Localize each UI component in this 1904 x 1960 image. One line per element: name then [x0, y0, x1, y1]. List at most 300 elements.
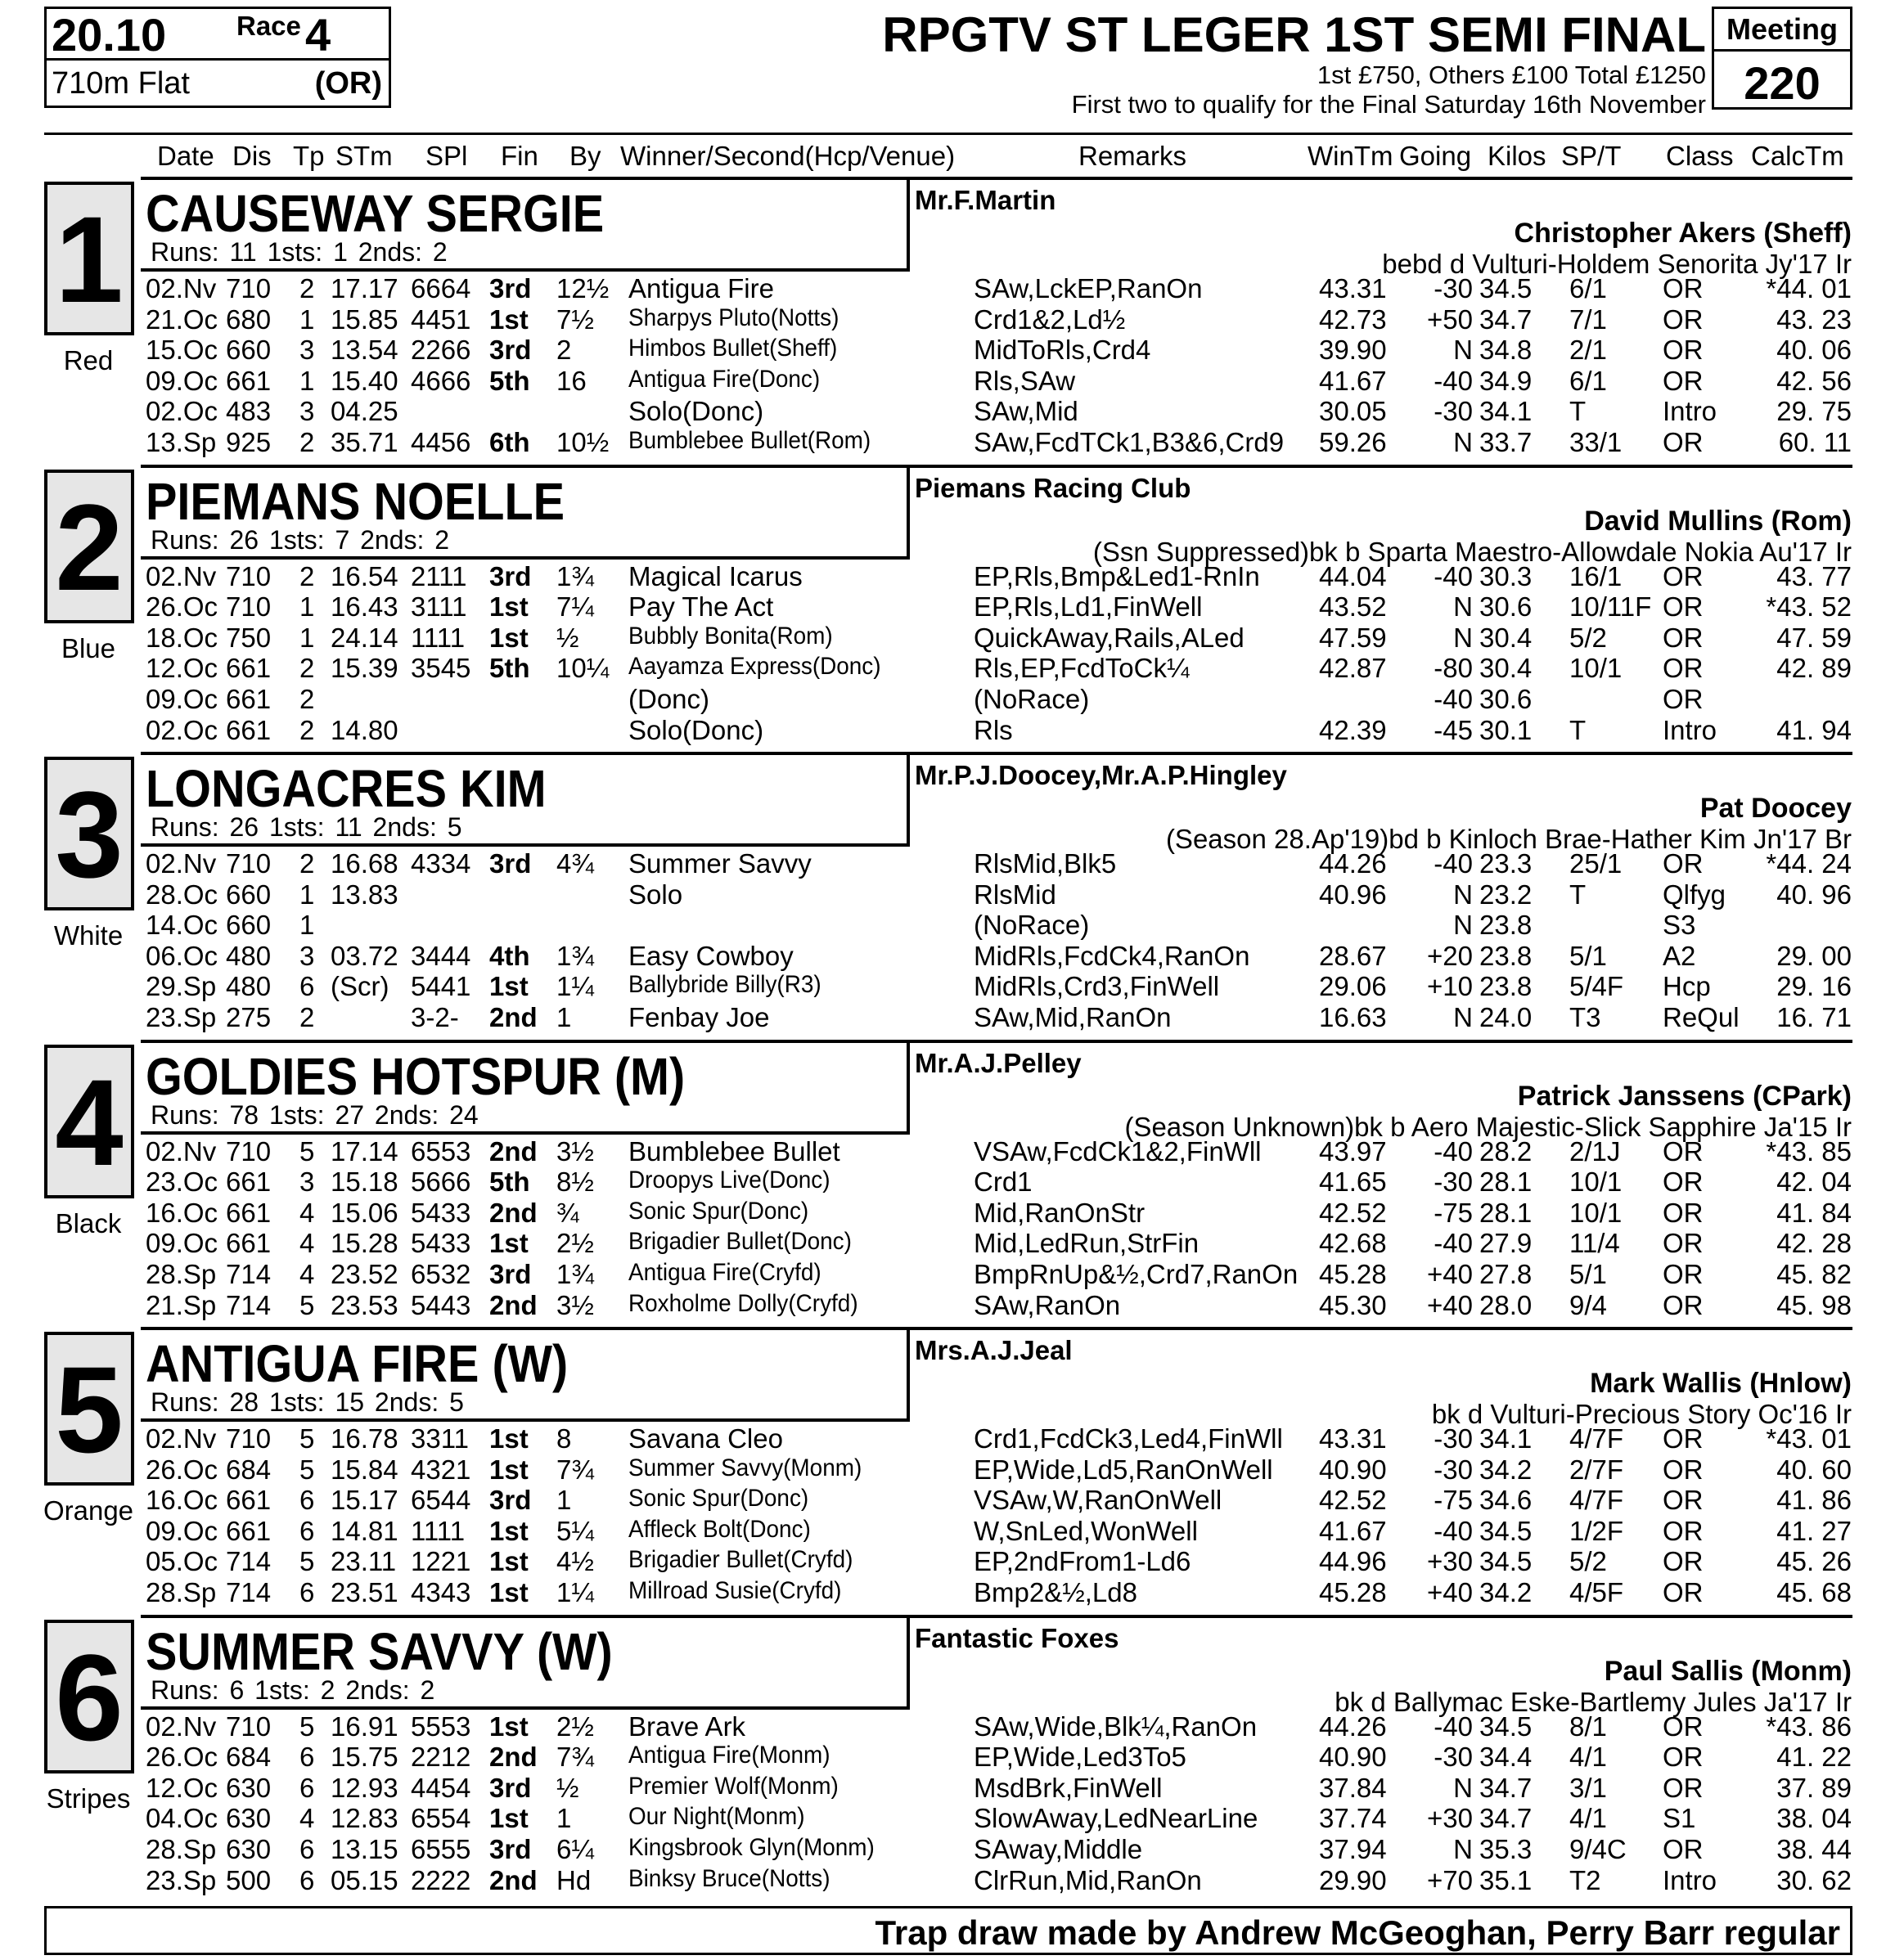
- form-fin: 2nd: [489, 1197, 538, 1228]
- form-fin: 4th: [489, 940, 530, 971]
- form-remarks: Crd1,FcdCk3,Led4,FinWll: [974, 1423, 1283, 1454]
- form-date: 26.Oc: [146, 1454, 218, 1485]
- form-winner: Magical Icarus: [628, 560, 803, 591]
- form-row: [0, 1577, 1904, 1608]
- form-spl: 5666: [411, 1167, 471, 1198]
- form-class: Qlfyg: [1663, 879, 1726, 910]
- form-sp: 6/1: [1569, 273, 1607, 303]
- form-spl: 4666: [411, 365, 471, 396]
- form-winner: Pay The Act: [628, 591, 774, 623]
- form-calctm: 16. 71: [1776, 1002, 1852, 1032]
- form-row: [0, 1454, 1904, 1486]
- form-winner: Summer Savvy: [628, 848, 812, 879]
- form-row: [0, 848, 1904, 879]
- form-sp: 9/4C: [1569, 1833, 1627, 1864]
- race-number: 4: [305, 9, 331, 61]
- form-remarks: Mid,RanOnStr: [974, 1197, 1146, 1228]
- form-fin: 3rd: [489, 335, 532, 366]
- form-date: 18.Oc: [146, 622, 218, 653]
- dog-breeding: bk d Vulturi-Precious Story Oc'16 Ir: [1431, 1399, 1852, 1429]
- runner-block: [0, 1327, 1904, 1615]
- dog-name-box: [141, 178, 910, 272]
- form-by: ½: [556, 1772, 579, 1803]
- form-wintm: 29.06: [1319, 971, 1387, 1002]
- form-winner: Affleck Bolt(Donc): [628, 1515, 811, 1543]
- form-calctm: *43. 85: [1766, 1135, 1852, 1167]
- dog-owner: Mrs.A.J.Jeal: [915, 1335, 1073, 1365]
- form-row: [0, 1803, 1904, 1834]
- form-sp: 10/11F: [1569, 591, 1652, 623]
- form-remarks: Bmp2&½,Ld8: [974, 1577, 1137, 1607]
- form-sp: 2/1: [1569, 335, 1607, 366]
- form-wintm: 47.59: [1319, 622, 1387, 653]
- form-sp: 5/4F: [1569, 971, 1624, 1002]
- form-row: [0, 1259, 1904, 1290]
- col-sp: SP/T: [1561, 141, 1622, 171]
- form-fin: 3rd: [489, 1833, 532, 1864]
- form-date: 28.Sp: [146, 1258, 217, 1289]
- form-stm: 13.83: [331, 879, 398, 910]
- form-kilos: 28.2: [1479, 1135, 1533, 1167]
- form-remarks: EP,Wide,Ld5,RanOnWell: [974, 1454, 1273, 1485]
- form-spl: 3311: [411, 1423, 469, 1454]
- form-row: [0, 684, 1904, 715]
- form-stm: 16.78: [331, 1423, 398, 1454]
- form-by: 1: [556, 1803, 572, 1834]
- form-row: [0, 1773, 1904, 1804]
- form-calctm: 45. 26: [1776, 1546, 1852, 1577]
- meeting-number: 220: [1744, 57, 1821, 109]
- form-date: 29.Sp: [146, 971, 217, 1002]
- form-calctm: 41. 22: [1776, 1742, 1852, 1773]
- form-date: 21.Sp: [146, 1289, 217, 1320]
- form-kilos: 34.7: [1479, 303, 1533, 335]
- form-winner: Solo(Donc): [628, 714, 764, 745]
- form-wintm: 43.31: [1319, 273, 1387, 303]
- form-going: +50: [1427, 303, 1473, 335]
- form-going: -30: [1434, 273, 1473, 303]
- form-by: ½: [556, 622, 579, 653]
- form-class: OR: [1663, 1135, 1704, 1167]
- form-going: -80: [1434, 653, 1473, 684]
- form-class: OR: [1663, 1772, 1704, 1803]
- form-class: OR: [1663, 683, 1704, 714]
- form-spl: 2111: [411, 560, 467, 591]
- col-tp: Tp: [293, 141, 325, 171]
- runner-block: [0, 1040, 1904, 1328]
- dog-stats: Runs: 6 1sts: 2 2nds: 2: [151, 1675, 435, 1705]
- form-wintm: 42.73: [1319, 303, 1387, 335]
- form-winner: Kingsbrook Glyn(Monm): [628, 1833, 875, 1861]
- form-remarks: MidRls,Crd3,FinWell: [974, 971, 1220, 1002]
- form-by: 3½: [556, 1135, 594, 1167]
- form-tp: 3: [299, 1167, 315, 1198]
- form-date: 09.Oc: [146, 1515, 218, 1546]
- form-dis: 661: [226, 1485, 272, 1516]
- form-tp: 6: [299, 1485, 315, 1516]
- form-tp: 5: [299, 1546, 315, 1577]
- form-sp: 16/1: [1569, 560, 1623, 591]
- form-winner: Himbos Bullet(Sheff): [628, 335, 838, 362]
- form-sp: 5/1: [1569, 1258, 1607, 1289]
- form-calctm: 38. 04: [1776, 1803, 1852, 1834]
- form-kilos: 30.3: [1479, 560, 1533, 591]
- form-wintm: 44.96: [1319, 1546, 1387, 1577]
- form-dis: 480: [226, 971, 272, 1002]
- form-spl: 3111: [411, 591, 467, 623]
- form-going: -40: [1434, 560, 1473, 591]
- dog-name-box: [141, 1616, 910, 1710]
- form-date: 02.Oc: [146, 396, 218, 427]
- form-spl: 2222: [411, 1864, 471, 1895]
- form-date: 28.Sp: [146, 1833, 217, 1864]
- form-stm: 35.71: [331, 427, 398, 457]
- form-sp: 9/4: [1569, 1289, 1607, 1320]
- form-date: 23.Sp: [146, 1864, 217, 1895]
- form-kilos: 34.1: [1479, 396, 1533, 427]
- form-stm: 15.75: [331, 1742, 398, 1773]
- form-going: -40: [1434, 365, 1473, 396]
- form-tp: 2: [299, 560, 315, 591]
- form-class: OR: [1663, 1258, 1704, 1289]
- form-wintm: 43.97: [1319, 1135, 1387, 1167]
- dog-name: PIEMANS NOELLE: [146, 471, 565, 531]
- form-kilos: 34.7: [1479, 1772, 1533, 1803]
- form-fin: 3rd: [489, 560, 532, 591]
- form-row: [0, 1516, 1904, 1547]
- form-calctm: 40. 06: [1776, 335, 1852, 366]
- form-dis: 630: [226, 1772, 272, 1803]
- col-stm: STm: [335, 141, 393, 171]
- form-kilos: 30.6: [1479, 591, 1533, 623]
- form-tp: 3: [299, 940, 315, 971]
- dog-name-box: [141, 753, 910, 847]
- form-stm: (Scr): [331, 971, 389, 1002]
- col-going: Going: [1399, 141, 1472, 171]
- form-tp: 2: [299, 683, 315, 714]
- form-stm: 17.14: [331, 1135, 398, 1167]
- form-fin: 2nd: [489, 1864, 538, 1895]
- form-tp: 1: [299, 365, 315, 396]
- form-sp: 5/2: [1569, 622, 1607, 653]
- form-calctm: 41. 84: [1776, 1197, 1852, 1228]
- form-remarks: SAw,RanOn: [974, 1289, 1121, 1320]
- form-calctm: 30. 62: [1776, 1864, 1852, 1895]
- form-dis: 925: [226, 427, 272, 457]
- form-sp: 4/7F: [1569, 1485, 1624, 1516]
- form-date: 23.Oc: [146, 1167, 218, 1198]
- form-fin: 1st: [489, 1546, 529, 1577]
- trap-number: 3: [55, 766, 124, 903]
- form-calctm: 41. 94: [1776, 714, 1852, 745]
- form-wintm: 45.28: [1319, 1258, 1387, 1289]
- form-calctm: 38. 44: [1776, 1833, 1852, 1864]
- form-wintm: 29.90: [1319, 1864, 1387, 1895]
- form-fin: 3rd: [489, 1485, 532, 1516]
- form-fin: 3rd: [489, 1772, 532, 1803]
- form-date: 02.Nv: [146, 1135, 217, 1167]
- form-going: -75: [1434, 1197, 1473, 1228]
- dog-breeding: bk d Ballymac Eske-Bartlemy Jules Ja'17 Ir: [1335, 1686, 1852, 1717]
- form-sp: 33/1: [1569, 427, 1623, 457]
- form-spl: 1221: [411, 1546, 471, 1577]
- dog-trainer: Pat Doocey: [1699, 793, 1852, 824]
- form-by: ¾: [556, 1197, 579, 1228]
- form-going: -40: [1434, 848, 1473, 879]
- form-stm: 24.14: [331, 622, 398, 653]
- col-dis: Dis: [232, 141, 272, 171]
- form-fin: 1st: [489, 971, 529, 1002]
- form-wintm: 42.87: [1319, 653, 1387, 684]
- form-kilos: 34.2: [1479, 1577, 1533, 1607]
- form-class: OR: [1663, 1577, 1704, 1607]
- form-winner: Sonic Spur(Donc): [628, 1485, 809, 1513]
- form-sp: 4/1: [1569, 1742, 1607, 1773]
- form-calctm: 43. 23: [1776, 303, 1852, 335]
- form-dis: 710: [226, 560, 272, 591]
- form-date: 23.Sp: [146, 1002, 217, 1032]
- form-kilos: 34.2: [1479, 1454, 1533, 1485]
- form-kilos: 34.5: [1479, 1515, 1533, 1546]
- form-class: Hcp: [1663, 971, 1711, 1002]
- form-fin: 5th: [489, 365, 530, 396]
- form-stm: 14.81: [331, 1515, 398, 1546]
- dog-trainer: Mark Wallis (Hnlow): [1590, 1368, 1852, 1399]
- col-calctm: CalcTm: [1751, 141, 1844, 171]
- form-remarks: Rls,EP,FcdToCk¼: [974, 653, 1190, 684]
- form-wintm: 40.96: [1319, 879, 1387, 910]
- form-sp: 10/1: [1569, 653, 1623, 684]
- form-kilos: 34.5: [1479, 1546, 1533, 1577]
- form-by: 6¼: [556, 1833, 594, 1864]
- form-remarks: Rls,SAw: [974, 365, 1076, 396]
- form-kilos: 34.1: [1479, 1423, 1533, 1454]
- form-row: [0, 1834, 1904, 1865]
- form-dis: 714: [226, 1577, 272, 1607]
- col-kilos: Kilos: [1488, 141, 1546, 171]
- form-sp: T: [1569, 879, 1587, 910]
- form-wintm: 16.63: [1319, 1002, 1387, 1032]
- form-fin: 2nd: [489, 1135, 538, 1167]
- form-by: 3½: [556, 1289, 594, 1320]
- form-dis: 714: [226, 1546, 272, 1577]
- form-class: OR: [1663, 365, 1704, 396]
- form-dis: 660: [226, 910, 272, 941]
- form-going: -30: [1434, 396, 1473, 427]
- form-by: 4½: [556, 1546, 594, 1577]
- form-going: +70: [1427, 1864, 1473, 1895]
- form-fin: 1st: [489, 1515, 529, 1546]
- dog-trainer: Paul Sallis (Monm): [1604, 1655, 1852, 1687]
- dog-trainer: David Mullins (Rom): [1584, 505, 1852, 537]
- form-dis: 710: [226, 1423, 272, 1454]
- form-remarks: SlowAway,LedNearLine: [974, 1803, 1258, 1834]
- form-stm: 15.17: [331, 1485, 398, 1516]
- form-class: OR: [1663, 335, 1704, 366]
- form-date: 02.Nv: [146, 1423, 217, 1454]
- form-sp: 4/5F: [1569, 1577, 1624, 1607]
- dog-owner: Mr.P.J.Doocey,Mr.A.P.Hingley: [915, 760, 1287, 790]
- form-fin: 3rd: [489, 273, 532, 303]
- form-winner: Antigua Fire: [628, 273, 774, 303]
- form-class: A2: [1663, 940, 1696, 971]
- form-by: 1¾: [556, 940, 594, 971]
- form-row: [0, 623, 1904, 654]
- race-label: Race: [236, 11, 301, 41]
- form-sp: T2: [1569, 1864, 1601, 1895]
- trap-color: Stripes: [46, 1782, 131, 1814]
- dog-name-box: [141, 466, 910, 560]
- form-row: [0, 304, 1904, 335]
- form-calctm: 45. 98: [1776, 1289, 1852, 1320]
- form-wintm: 39.90: [1319, 335, 1387, 366]
- form-tp: 5: [299, 1711, 315, 1742]
- form-remarks: (NoRace): [974, 683, 1090, 714]
- form-row: [0, 1002, 1904, 1033]
- dog-stats: Runs: 11 1sts: 1 2nds: 2: [151, 237, 448, 267]
- form-row: [0, 591, 1904, 623]
- form-calctm: 45. 68: [1776, 1577, 1852, 1607]
- form-row: [0, 366, 1904, 397]
- form-tp: 2: [299, 714, 315, 745]
- form-stm: 15.40: [331, 365, 398, 396]
- form-row: [0, 1711, 1904, 1742]
- form-winner: Aayamza Express(Donc): [628, 653, 881, 681]
- form-calctm: 40. 60: [1776, 1454, 1852, 1485]
- form-tp: 6: [299, 1742, 315, 1773]
- form-winner: Millroad Susie(Cryfd): [628, 1577, 842, 1604]
- runner-block: [0, 1615, 1904, 1903]
- form-tp: 6: [299, 1772, 315, 1803]
- form-winner: Our Night(Monm): [628, 1803, 805, 1831]
- form-calctm: 42. 89: [1776, 653, 1852, 684]
- form-wintm: 42.52: [1319, 1197, 1387, 1228]
- form-sp: T: [1569, 396, 1587, 427]
- form-date: 28.Oc: [146, 879, 218, 910]
- dog-owner: Piemans Racing Club: [915, 472, 1191, 503]
- form-sp: T: [1569, 714, 1587, 745]
- form-kilos: 30.1: [1479, 714, 1533, 745]
- race-grade: (OR): [314, 66, 382, 101]
- form-stm: 15.06: [331, 1197, 398, 1228]
- form-class: OR: [1663, 1423, 1704, 1454]
- form-remarks: Crd1: [974, 1167, 1033, 1198]
- form-dis: 680: [226, 303, 272, 335]
- form-by: 1¼: [556, 971, 594, 1002]
- form-wintm: 44.26: [1319, 1711, 1387, 1742]
- form-dis: 710: [226, 273, 272, 303]
- col-winner: Winner/Second(Hcp/Venue): [620, 141, 956, 171]
- form-kilos: 34.8: [1479, 335, 1533, 366]
- form-calctm: 43. 77: [1776, 560, 1852, 591]
- form-spl: 1111: [411, 1515, 466, 1546]
- runner-block: [0, 465, 1904, 753]
- form-class: OR: [1663, 1711, 1704, 1742]
- form-winner: Antigua Fire(Monm): [628, 1742, 830, 1769]
- form-winner: Solo(Donc): [628, 396, 764, 427]
- form-tp: 2: [299, 273, 315, 303]
- form-tp: 2: [299, 848, 315, 879]
- form-by: 1¾: [556, 560, 594, 591]
- form-by: 2½: [556, 1711, 594, 1742]
- form-winner: Summer Savvy(Monm): [628, 1454, 862, 1481]
- form-dis: 661: [226, 653, 272, 684]
- form-going: -30: [1434, 1167, 1473, 1198]
- form-by: 7¾: [556, 1454, 594, 1485]
- form-row: [0, 1198, 1904, 1229]
- form-remarks: (NoRace): [974, 910, 1090, 941]
- form-class: OR: [1663, 427, 1704, 457]
- form-fin: 1st: [489, 1228, 529, 1259]
- form-wintm: 40.90: [1319, 1742, 1387, 1773]
- form-by: 10¼: [556, 653, 610, 684]
- form-spl: 4343: [411, 1577, 471, 1607]
- race-time-row: [47, 9, 389, 61]
- form-going: N: [1453, 622, 1473, 653]
- form-dis: 710: [226, 1135, 272, 1167]
- form-sp: 4/1: [1569, 1803, 1607, 1834]
- form-row: [0, 1167, 1904, 1198]
- form-spl: 4454: [411, 1772, 471, 1803]
- form-fin: 1st: [489, 303, 529, 335]
- form-going: -30: [1434, 1742, 1473, 1773]
- form-going: N: [1453, 427, 1473, 457]
- dog-breeding: bebd d Vulturi-Holdem Senorita Jy'17 Ir: [1382, 249, 1852, 279]
- form-by: 1¼: [556, 1577, 594, 1607]
- form-winner: Roxholme Dolly(Cryfd): [628, 1289, 858, 1317]
- form-row: [0, 396, 1904, 427]
- form-calctm: 42. 04: [1776, 1167, 1852, 1198]
- form-remarks: EP,Rls,Ld1,FinWell: [974, 591, 1203, 623]
- form-class: OR: [1663, 591, 1704, 623]
- form-spl: 6532: [411, 1258, 471, 1289]
- form-winner: Solo: [628, 879, 683, 910]
- form-wintm: 44.04: [1319, 560, 1387, 591]
- col-class: Class: [1666, 141, 1734, 171]
- form-class: OR: [1663, 1228, 1704, 1259]
- form-kilos: 34.7: [1479, 1803, 1533, 1834]
- form-row: [0, 1546, 1904, 1577]
- form-tp: 2: [299, 427, 315, 457]
- form-calctm: *44. 24: [1766, 848, 1852, 879]
- form-tp: 6: [299, 971, 315, 1002]
- form-tp: 4: [299, 1228, 315, 1259]
- form-wintm: 44.26: [1319, 848, 1387, 879]
- dog-name: LONGACRES KIM: [146, 759, 547, 818]
- form-date: 16.Oc: [146, 1197, 218, 1228]
- dog-name-box: [141, 1328, 910, 1422]
- form-tp: 4: [299, 1803, 315, 1834]
- form-calctm: 42. 56: [1776, 365, 1852, 396]
- form-spl: 5433: [411, 1197, 471, 1228]
- form-remarks: EP,Wide,Led3To5: [974, 1742, 1186, 1773]
- form-remarks: VSAw,FcdCk1&2,FinWll: [974, 1135, 1262, 1167]
- form-fin: 1st: [489, 1711, 529, 1742]
- form-remarks: BmpRnUp&½,Crd7,RanOn: [974, 1258, 1299, 1289]
- form-stm: 15.84: [331, 1454, 398, 1485]
- form-going: +40: [1427, 1289, 1473, 1320]
- form-kilos: 23.3: [1479, 848, 1533, 879]
- form-wintm: 42.52: [1319, 1485, 1387, 1516]
- form-class: OR: [1663, 1167, 1704, 1198]
- form-remarks: RlsMid,Blk5: [974, 848, 1117, 879]
- form-dis: 630: [226, 1803, 272, 1834]
- race-title: RPGTV ST LEGER 1ST SEMI FINAL: [882, 7, 1706, 62]
- dog-owner: Mr.F.Martin: [915, 185, 1056, 215]
- form-tp: 1: [299, 303, 315, 335]
- form-row: [0, 1228, 1904, 1259]
- form-tp: 6: [299, 1577, 315, 1607]
